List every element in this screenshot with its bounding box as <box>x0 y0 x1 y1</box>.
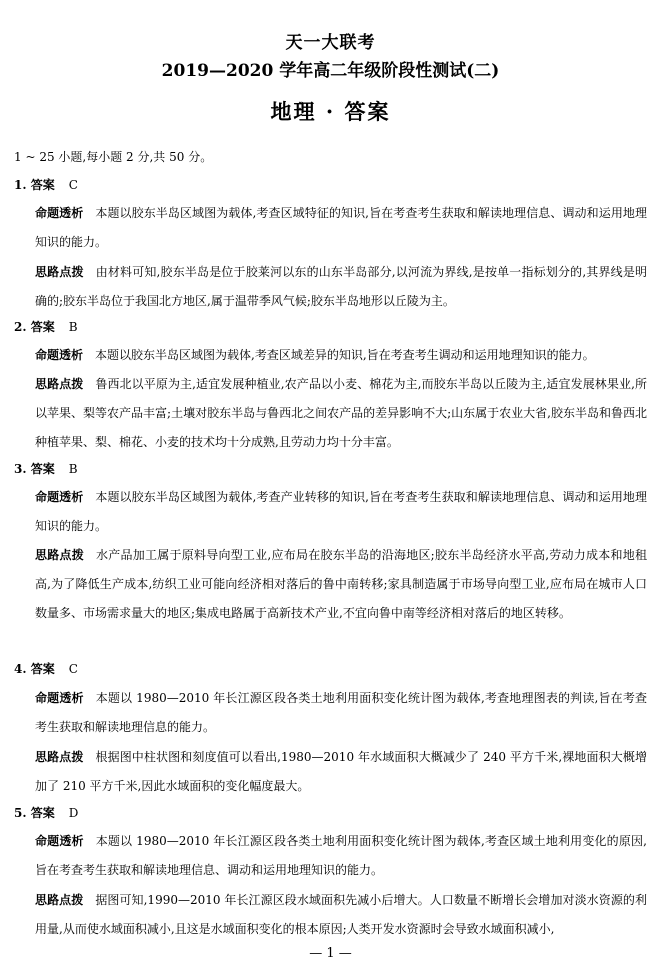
question-2-answer <box>14 318 78 335</box>
answer-letter: C <box>68 178 78 192</box>
subject-title: 地理 · 答案 <box>270 99 391 124</box>
hint-label: 思路点拨 <box>35 377 84 391</box>
hint-text: 由材料可知,胶东半岛是位于胶莱河以东的山东半岛部分,以河流为界线,是按单一指标划分的,其界线是明确的;胶东半岛位于我国北方地区,属于温带季风气候;胶东半岛地形以丘陵为主。 <box>35 265 647 308</box>
question-number: 5. <box>14 806 27 820</box>
analysis-label: 命题透析 <box>35 834 84 848</box>
hint-text: 水产品加工属于原料导向型工业,应布局在胶东半岛的沿海地区;胶东半岛经济水平高,劳动力成本和地租高,为了降低生产成本,纺织工业可能向经济相对落后的鲁中南转移;家具制造属于市场导向型工业,应布局在城市人口数量多、市场需求量大的地区;集成电路属于高新技术产业,不宜向鲁中南等经济相对落后的地区转移。 <box>35 548 647 620</box>
hint-label: 思路点拨 <box>35 548 84 562</box>
hint-label: 思路点拨 <box>35 265 84 279</box>
question-1-analysis <box>35 199 647 257</box>
answer-label: 答案 <box>30 662 55 676</box>
question-4-hint <box>35 743 647 801</box>
exam-organizer: 天一大联考 <box>285 33 376 53</box>
question-4-answer <box>14 660 78 677</box>
page-number: — 1 — <box>309 946 352 961</box>
question-5-analysis <box>35 827 647 885</box>
hint-label: 思路点拨 <box>35 750 84 764</box>
answer-label: 答案 <box>30 178 55 192</box>
hint-label: 思路点拨 <box>35 893 84 907</box>
question-1-answer <box>14 176 78 193</box>
analysis-label: 命题透析 <box>35 348 84 362</box>
hint-text: 根据图中柱状图和刻度值可以看出,1980—2010 年水域面积大概减少了 240 平方千米,裸地面积大概增加了 210 平方千米,因此水域面积的变化幅度最大。 <box>35 750 647 793</box>
analysis-text: 本题以胶东半岛区域图为载体,考查产业转移的知识,旨在考查考生获取和解读地理信息、调动和运用地理知识的能力。 <box>35 490 647 533</box>
analysis-label: 命题透析 <box>35 490 84 504</box>
analysis-label: 命题透析 <box>35 206 84 220</box>
question-1-hint <box>35 258 647 316</box>
question-2-analysis <box>35 341 647 370</box>
exam-title: 2019—2020 学年高二年级阶段性测试(二) <box>161 61 500 81</box>
answer-label: 答案 <box>30 462 55 476</box>
scoring-intro: 1 ~ 25 小题,每小题 2 分,共 50 分。 <box>14 150 213 164</box>
answer-letter: B <box>68 462 78 476</box>
question-3-analysis <box>35 483 647 541</box>
question-number: 1. <box>14 178 27 192</box>
answer-letter: B <box>68 320 78 334</box>
question-number: 3. <box>14 462 27 476</box>
answer-letter: C <box>68 662 78 676</box>
analysis-text: 本题以胶东半岛区域图为载体,考查区域特征的知识,旨在考查考生获取和解读地理信息、调动和运用地理知识的能力。 <box>35 206 647 249</box>
hint-text: 据图可知,1990—2010 年长江源区段水域面积先减小后增大。人口数量不断增长会增加对淡水资源的利用量,从而使水域面积减小,且这是水域面积变化的根本原因;人类开发水资源时会导致水域面积减小, <box>35 893 647 936</box>
question-number: 2. <box>14 320 27 334</box>
answer-label: 答案 <box>30 320 55 334</box>
question-3-hint <box>35 541 647 657</box>
analysis-text: 本题以胶东半岛区域图为载体,考查区域差异的知识,旨在考查考生调动和运用地理知识的能力。 <box>95 348 595 362</box>
answer-letter: D <box>68 806 79 820</box>
question-4-analysis <box>35 684 647 742</box>
answer-label: 答案 <box>30 806 55 820</box>
question-3-answer <box>14 460 78 477</box>
analysis-text: 本题以 1980—2010 年长江源区段各类土地利用面积变化统计图为载体,考查地理图表的判读,旨在考查考生获取和解读地理信息的能力。 <box>35 691 647 734</box>
question-2-hint <box>35 370 647 457</box>
question-5-answer <box>14 804 78 821</box>
question-5-hint <box>35 886 647 944</box>
question-number: 4. <box>14 662 27 676</box>
analysis-text: 本题以 1980—2010 年长江源区段各类土地利用面积变化统计图为载体,考查区域土地利用变化的原因,旨在考查考生获取和解读地理信息、调动和运用地理知识的能力。 <box>35 834 647 877</box>
hint-text: 鲁西北以平原为主,适宜发展种植业,农产品以小麦、棉花为主,而胶东半岛以丘陵为主,适宜发展林果业,所以苹果、梨等农产品丰富;土壤对胶东半岛与鲁西北之间农产品的差异影响不大;山东属于农业大省,胶东半岛和鲁西北种植苹果、梨、棉花、小麦的技术均十分成熟,且劳动力均十分丰富。 <box>35 377 647 449</box>
analysis-label: 命题透析 <box>35 691 84 705</box>
